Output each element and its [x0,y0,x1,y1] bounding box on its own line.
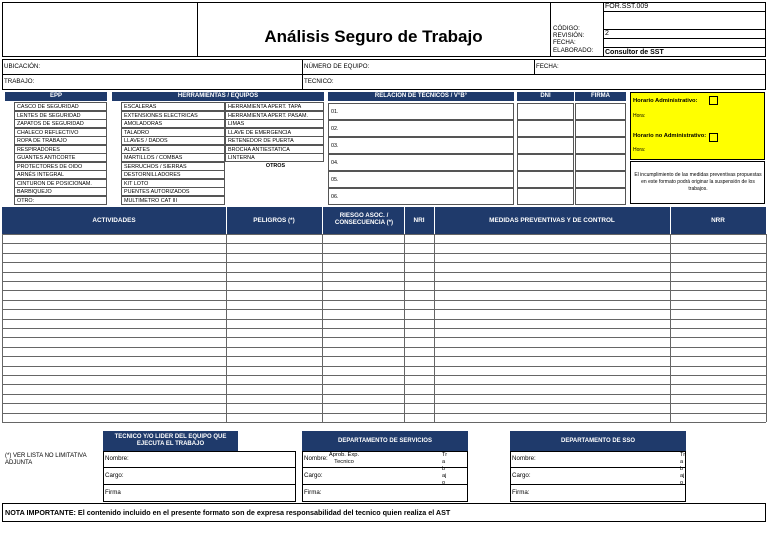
horario-admin-checkbox[interactable] [709,96,718,105]
col-header-nrr: NRR [711,217,725,224]
table-header-col-line [670,207,671,234]
firma-header: FIRMA [575,92,626,101]
firma-cell [575,154,626,171]
col-header-nri: NRI [413,217,425,224]
herramienta-item: LINTERNA [225,153,324,162]
herramienta-item: ALICATES [121,145,225,154]
table-col-line [2,234,3,422]
horario-noadmin-hora: Hora: [633,147,646,153]
epp-item: BARBIQUEJO [14,187,107,196]
servicios-firma-label: Firma: [304,489,322,496]
herramienta-item: AMOLADORAS [121,119,225,128]
dni-cell [517,120,574,137]
herramienta-item: SERRUCHOS / SIERRAS [121,162,225,171]
table-col-line [322,234,323,422]
relacion-row: 03. [328,137,514,154]
nota-importante: NOTA IMPORTANTE: El contenido incluido en el presente formato son de expresa responsabilidad del tecnico quien realiza el AST [5,508,451,517]
table-row-line [2,394,766,395]
table-row-line [2,347,766,348]
herramienta-item: HERRAMIENTA APERT. TAPA [225,102,324,111]
tecnico-line-2 [103,484,296,485]
tecnico-nombre-label: Nombre: [105,455,129,462]
herramienta-item: PUENTES AUTORIZADOS [121,187,225,196]
table-row-line [2,337,766,338]
tecnico-cargo-label: Cargo: [105,472,124,479]
herramientas-header: HERRAMIENTAS / EQUIPOS [112,92,324,101]
firma-cell [575,188,626,205]
info-vline-2 [534,59,535,74]
table-row-line [2,253,766,254]
fecha-label: FECHA: [553,39,576,46]
codigo-label: CÓDIGO: [553,25,580,32]
firma-cell [575,120,626,137]
herramienta-item: BROCHA ANTIESTATICA [225,145,324,154]
epp-item: CASCO DE SEGURIDAD [14,102,107,111]
herramienta-item: LLAVES / DADOS [121,136,225,145]
sso-firma-label: Firma: [512,489,530,496]
epp-item: LENTES DE SEGURIDAD [14,111,107,120]
info-vline-1 [302,59,303,90]
table-header-col-line [226,207,227,234]
table-row-line [2,281,766,282]
table-col-line [766,234,767,422]
servicios-nombre-label: Nombre: [304,455,328,462]
firma-cell [575,171,626,188]
dni-cell [517,154,574,171]
dni-cell [517,188,574,205]
table-row-line [2,300,766,301]
epp-header: EPP [5,92,107,101]
herramienta-item: RETENEDOR DE PUERTA [225,136,324,145]
epp-item: ROPA DE TRABAJO [14,136,107,145]
herramienta-item: HERRAMIENTA APERT. PASAM. [225,111,324,120]
table-row-line [2,328,766,329]
servicios-cargo-label: Cargo: [304,472,323,479]
herramienta-item: ESCALERAS [121,102,225,111]
horario-note: El incumplimiento de las medidas preventivas propuestas en este formato podrá originar la suspensión de los trabajos. [634,172,762,192]
firma-cell [575,103,626,120]
epp-item: ZAPATOS DE SEGURIDAD [14,119,107,128]
tecnico-line-1 [103,467,296,468]
table-col-line [670,234,671,422]
table-row-line [2,366,766,367]
firma-cell [575,137,626,154]
sso-block [510,451,686,502]
header-divider-2 [550,2,551,57]
horario-noadmin-checkbox[interactable] [709,133,718,142]
table-row-line [2,272,766,273]
col-header-actividades: ACTIVIDADES [92,217,136,224]
header-row-line-4 [603,47,766,48]
herramienta-item: KIT LOTO [121,179,225,188]
info-divider [2,74,766,75]
relacion-row: 04. [328,154,514,171]
table-row-line [2,356,766,357]
epp-item: PROTECTORES DE OIDO [14,162,107,171]
horario-admin-label: Horario Administrativo: [633,98,698,104]
table-row-line [2,319,766,320]
herramienta-item: EXTENSIONES ELECTRICAS [121,111,225,120]
epp-item: ARNÉS INTEGRAL [14,170,107,179]
revision-value: 2 [605,30,609,37]
tecnico-block [103,451,296,502]
table-col-line [404,234,405,422]
table-row-line [2,309,766,310]
epp-item: CINTURON DE POSICIONAM. [14,179,107,188]
sso-header: DEPARTAMENTO DE SSO [510,431,686,451]
horario-noadmin-label: Horario no Administrativo: [633,133,707,139]
sso-line-1 [510,467,686,468]
epp-item: CHALECO REFLECTIVO [14,128,107,137]
revision-label: REVISIÓN: [553,32,585,39]
sso-cargo-label: Cargo: [512,472,531,479]
relacion-row: 05. [328,171,514,188]
relacion-row: 06. [328,188,514,205]
ubicacion-label: UBICACIÓN: [4,63,41,70]
herramienta-item: MARTILLOS / COMBAS [121,153,225,162]
relacion-row: 01. [328,103,514,120]
col-header-riesgo: RIESGO ASOC. / CONSECUENCIA (*) [334,212,394,227]
trabajo-label: TRABAJO: [4,78,35,85]
dni-header: DNI [517,92,574,101]
herramienta-item: MULTIMETRO CAT III [121,196,225,205]
table-row-line [2,422,766,423]
ver-lista-note: (*) VER LISTA NO LIMITATIVA ADJUNTA [5,453,87,467]
herramienta-item: TALADRO [121,128,225,137]
col-header-medidas: MEDIDAS PREVENTIVAS Y DE CONTROL [489,217,615,224]
epp-item: OTRO: [14,196,107,205]
table-header-col-line [434,207,435,234]
codigo-value: FOR.SST.009 [605,3,649,10]
table-row-line [2,234,766,235]
servicios-aprob-label: Aprob. Exp. Tecnico [328,452,360,465]
elaborado-label: ELABORADO: [553,47,594,54]
header-row-line-2 [603,29,766,30]
table-col-line [434,234,435,422]
dni-cell [517,103,574,120]
table-row-line [2,262,766,263]
herramienta-item: OTROS [265,162,286,169]
tecnico-header: TECNICO Y/O LIDER DEL EQUIPO QUE EJECUTA EL TRABAJO [103,431,238,451]
servicios-trabajo-vertical: Trabajo [442,452,448,486]
tecnico-label: TECNICO: [304,78,334,85]
relacion-header: RELACIÓN DE TÉCNICOS / V°B° [328,92,514,101]
fecha-info-label: FECHA: [536,63,559,70]
table-row-line [2,375,766,376]
header-row-line-1 [603,11,766,12]
epp-item: RESPIRADORES [14,145,107,154]
page-title: Análisis Seguro de Trabajo [264,27,483,46]
table-row-line [2,413,766,414]
sso-line-2 [510,484,686,485]
horario-admin-hora: Hora: [633,113,646,119]
table-header-col-line [322,207,323,234]
header-row-line-3 [603,38,766,39]
sso-nombre-label: Nombre: [512,455,536,462]
herramienta-item: LIMAS [225,119,324,128]
dni-cell [517,171,574,188]
herramienta-item: DESTORNILLADORES [121,170,225,179]
numero-equipo-label: NÚMERO DE EQUIPO: [304,63,370,70]
tecnico-firma-label: Firma [105,489,121,496]
epp-item: GUANTES ANTICORTE [14,153,107,162]
table-row-line [2,403,766,404]
dni-cell [517,137,574,154]
table-row-line [2,243,766,244]
col-header-peligros: PELIGROS (*) [253,217,295,224]
table-col-line [226,234,227,422]
elaborado-value: Consultor de SST [605,49,664,56]
servicios-header: DEPARTAMENTO DE SERVICIOS [302,431,468,451]
table-row-line [2,384,766,385]
table-header-col-line [404,207,405,234]
relacion-row: 02. [328,120,514,137]
sso-trabajo-vertical: Trabajo [680,452,686,486]
herramienta-item: LLAVE DE EMERGENCIA [225,128,324,137]
table-row-line [2,290,766,291]
